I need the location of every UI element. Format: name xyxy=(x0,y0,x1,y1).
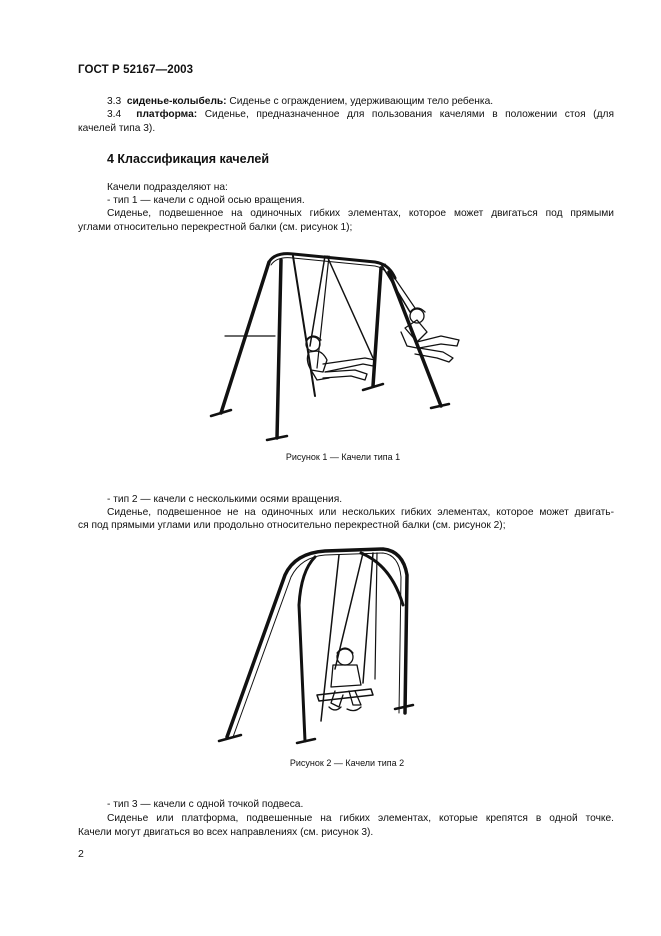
type1-desc-line2: углами относительно перекрестной балки (см. рисунок 1); xyxy=(78,222,353,233)
standard-header: ГОСТ Р 52167—2003 xyxy=(78,64,194,76)
term-name: сиденье-колыбель: xyxy=(126,96,227,107)
type2-desc-line2: ся под прямыми углами или продольно относительно перекрестной балки (см. рисунок 2); xyxy=(78,520,506,531)
page-number: 2 xyxy=(78,848,84,860)
type1-desc-line1: Сиденье, подвешенное на одиночных гибких элементах, которое может двигаться под прямыми xyxy=(107,208,614,219)
right-back-leg xyxy=(373,268,381,386)
left-chain xyxy=(321,555,339,721)
child-figure-left xyxy=(306,336,375,380)
figure1-caption: Рисунок 1 — Качели типа 1 xyxy=(285,452,401,462)
child-figure-right xyxy=(401,308,459,362)
right-swing-rope xyxy=(381,264,410,312)
term-3-4-line2: качелей типа 3). xyxy=(78,123,156,134)
type1-title: - тип 1 — качели с одной осью вращения. xyxy=(107,195,305,206)
term-name: платформа: xyxy=(136,109,198,120)
child-figure xyxy=(329,648,361,711)
term-number: 3.4 xyxy=(107,109,122,120)
term-definition-line1: Сиденье, предназначенное для пользования качелями в положении стоя (для xyxy=(204,109,614,120)
swing-seat xyxy=(317,689,373,701)
left-back-leg xyxy=(277,260,281,438)
figure1-swing-illustration xyxy=(205,248,465,443)
term-definition: Сиденье с ограждением, удерживающим тело ребенка. xyxy=(229,96,494,107)
frame-inner-leg xyxy=(299,557,315,741)
intro-text: Качели подразделяют на: xyxy=(107,182,228,193)
type3-title: - тип 3 — качели с одной точкой подвеса. xyxy=(107,799,304,810)
right-chain xyxy=(363,553,373,683)
type2-title: - тип 2 — качели с несколькими осями вращения. xyxy=(107,494,343,505)
section-title: 4 Классификация качелей xyxy=(107,152,270,166)
figure2-swing-illustration xyxy=(215,545,415,747)
figure2-caption: Рисунок 2 — Качели типа 2 xyxy=(289,758,405,768)
term-number: 3.3 xyxy=(107,96,122,107)
term-3-4 xyxy=(78,107,614,122)
frame-outer xyxy=(227,549,407,737)
type3-desc-line2: Качели могут двигаться во всех направлениях (см. рисунок 3). xyxy=(78,827,374,838)
type3-desc-line1: Сиденье или платформа, подвешенные на гибких элементах, которые крепятся в одной точке. xyxy=(107,813,614,824)
type2-desc-line1: Сиденье, подвешенное не на одиночных или нескольких гибких элементах, которое может двигать- xyxy=(107,507,614,518)
left-swing-rope xyxy=(310,256,325,346)
left-front-leg xyxy=(221,262,269,413)
